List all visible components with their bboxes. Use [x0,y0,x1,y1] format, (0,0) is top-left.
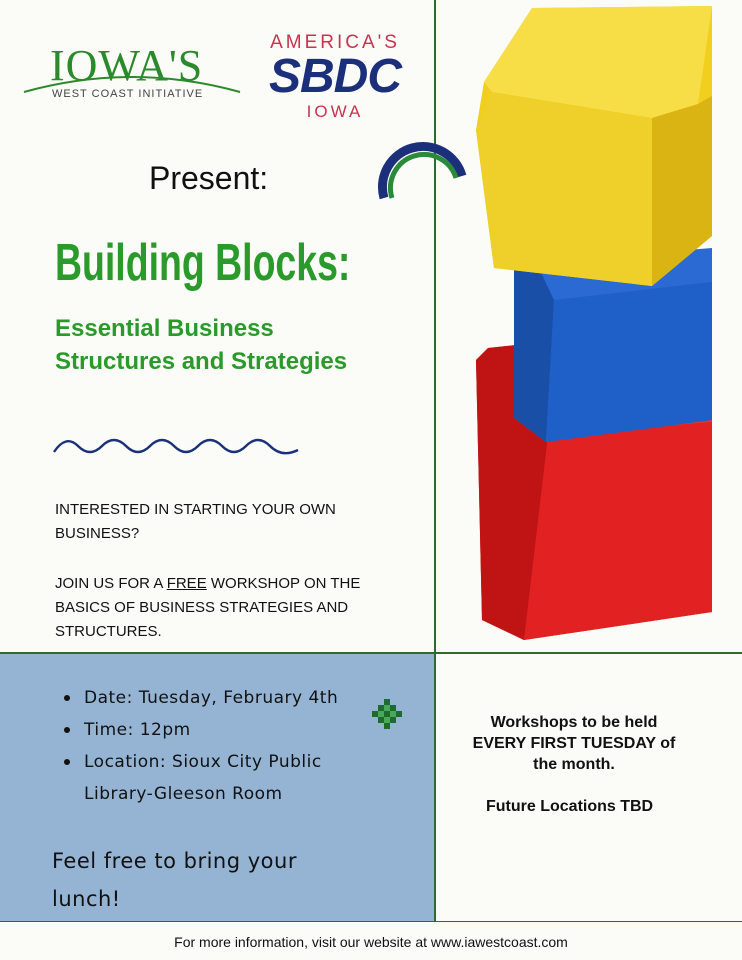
iowa-subtitle: WEST COAST INITIATIVE [52,88,204,100]
sbdc-top-text: AMERICA'S [270,32,400,53]
detail-location: Location: Sioux City Public Library-Gleeson Room [62,746,372,810]
sbdc-bottom-text: IOWA [306,102,364,121]
event-subtitle: Essential Business Structures and Strategies [55,315,348,375]
detail-date: Date: Tuesday, February 4th [62,682,372,714]
sbdc-main-text: SBDC [268,50,401,103]
event-details-list [62,682,372,810]
lunch-note: Feel free to bring your lunch! [52,849,297,911]
invite-text-after: WORKSHOP ON THE BASICS OF BUSINESS STRATEGIES AND STRUCTURES. [55,575,361,640]
locations-note: Future Locations TBD [486,798,654,815]
free-emphasis: FREE [166,575,207,592]
schedule-note: Workshops to be held EVERY FIRST TUESDAY of the month. [472,714,676,773]
intro-text: Present: [149,160,269,196]
detail-time: Time: 12pm [62,714,372,746]
building-blocks-image [436,0,742,652]
event-title: Building Blocks: [55,234,351,292]
footer-divider [0,921,742,922]
iowas-west-coast-logo [22,41,242,102]
footer-info: For more information, visit our website at www.iawestcoast.com [174,934,568,950]
wave-divider-icon [52,432,302,462]
yellow-block [476,6,712,286]
invite-paragraph [55,572,395,644]
checker-diamond-icon [372,699,402,729]
interest-paragraph: INTERESTED IN STARTING YOUR OWN BUSINESS? [55,501,336,542]
schedule-note-block [466,712,682,817]
iowa-wordmark: IOWA'S [50,41,204,90]
invite-text-before: JOIN US FOR A [55,575,167,592]
sbdc-logo [250,22,420,122]
